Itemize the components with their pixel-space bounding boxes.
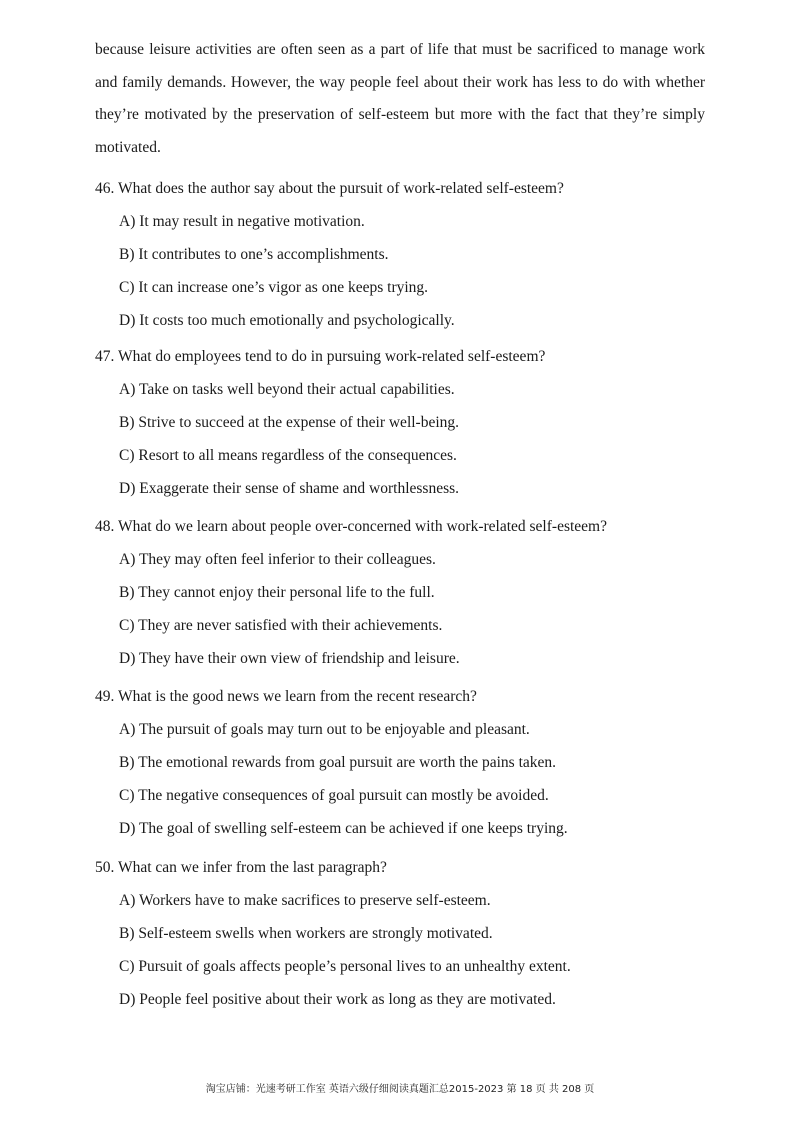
option-d: D) The goal of swelling self-esteem can be achieved if one keeps trying. xyxy=(119,820,568,837)
question-stem: 48. What do we learn about people over-concerned with work-related self-esteem? xyxy=(95,518,607,535)
option-c: C) Resort to all means regardless of the consequences. xyxy=(119,447,457,464)
option-b: B) They cannot enjoy their personal life to the full. xyxy=(119,584,435,601)
option-a: A) Workers have to make sacrifices to preserve self-esteem. xyxy=(119,892,491,909)
passage-continuation xyxy=(95,34,705,164)
option-c: C) The negative consequences of goal pursuit can mostly be avoided. xyxy=(119,787,549,804)
option-b: B) Self-esteem swells when workers are strongly motivated. xyxy=(119,925,493,942)
option-a: A) It may result in negative motivation. xyxy=(119,213,365,230)
option-d: D) Exaggerate their sense of shame and worthlessness. xyxy=(119,480,460,497)
option-d: D) People feel positive about their work as long as they are motivated. xyxy=(119,991,556,1008)
question-stem: 50. What can we infer from the last paragraph? xyxy=(95,859,387,876)
question-50 xyxy=(95,851,715,1016)
question-stem: 47. What do employees tend to do in pursuing work-related self-esteem? xyxy=(95,348,546,365)
option-c: C) Pursuit of goals affects people’s personal lives to an unhealthy extent. xyxy=(119,958,571,975)
question-48 xyxy=(95,510,715,675)
option-b: B) Strive to succeed at the expense of their well-being. xyxy=(119,414,460,431)
option-d: D) They have their own view of friendship and leisure. xyxy=(119,650,460,667)
page-footer: 淘宝店铺：光速考研工作室 英语六级仔细阅读真题汇总2015-2023 第 18 页 共 208 页 xyxy=(205,1084,595,1095)
option-b: B) It contributes to one’s accomplishments. xyxy=(119,246,389,263)
option-a: A) Take on tasks well beyond their actual capabilities. xyxy=(119,381,455,398)
question-46 xyxy=(95,172,715,337)
question-47 xyxy=(95,340,715,505)
option-c: C) It can increase one’s vigor as one keeps trying. xyxy=(119,279,429,296)
passage-paragraph: because leisure activities are often seen as a part of life that must be sacrificed to manage work and family demands. However, the way people feel about their work has less to do with whether they’re motivated by the preservation of self-esteem but more with the fact that they’re simply motivated. xyxy=(95,41,705,156)
question-stem: 46. What does the author say about the pursuit of work-related self-esteem? xyxy=(95,180,564,197)
option-d: D) It costs too much emotionally and psychologically. xyxy=(119,312,455,329)
option-a: A) The pursuit of goals may turn out to be enjoyable and pleasant. xyxy=(119,721,530,738)
question-stem: 49. What is the good news we learn from the recent research? xyxy=(95,688,477,705)
option-c: C) They are never satisfied with their achievements. xyxy=(119,617,443,634)
question-49 xyxy=(95,680,715,845)
option-a: A) They may often feel inferior to their colleagues. xyxy=(119,551,436,568)
option-b: B) The emotional rewards from goal pursuit are worth the pains taken. xyxy=(119,754,557,771)
